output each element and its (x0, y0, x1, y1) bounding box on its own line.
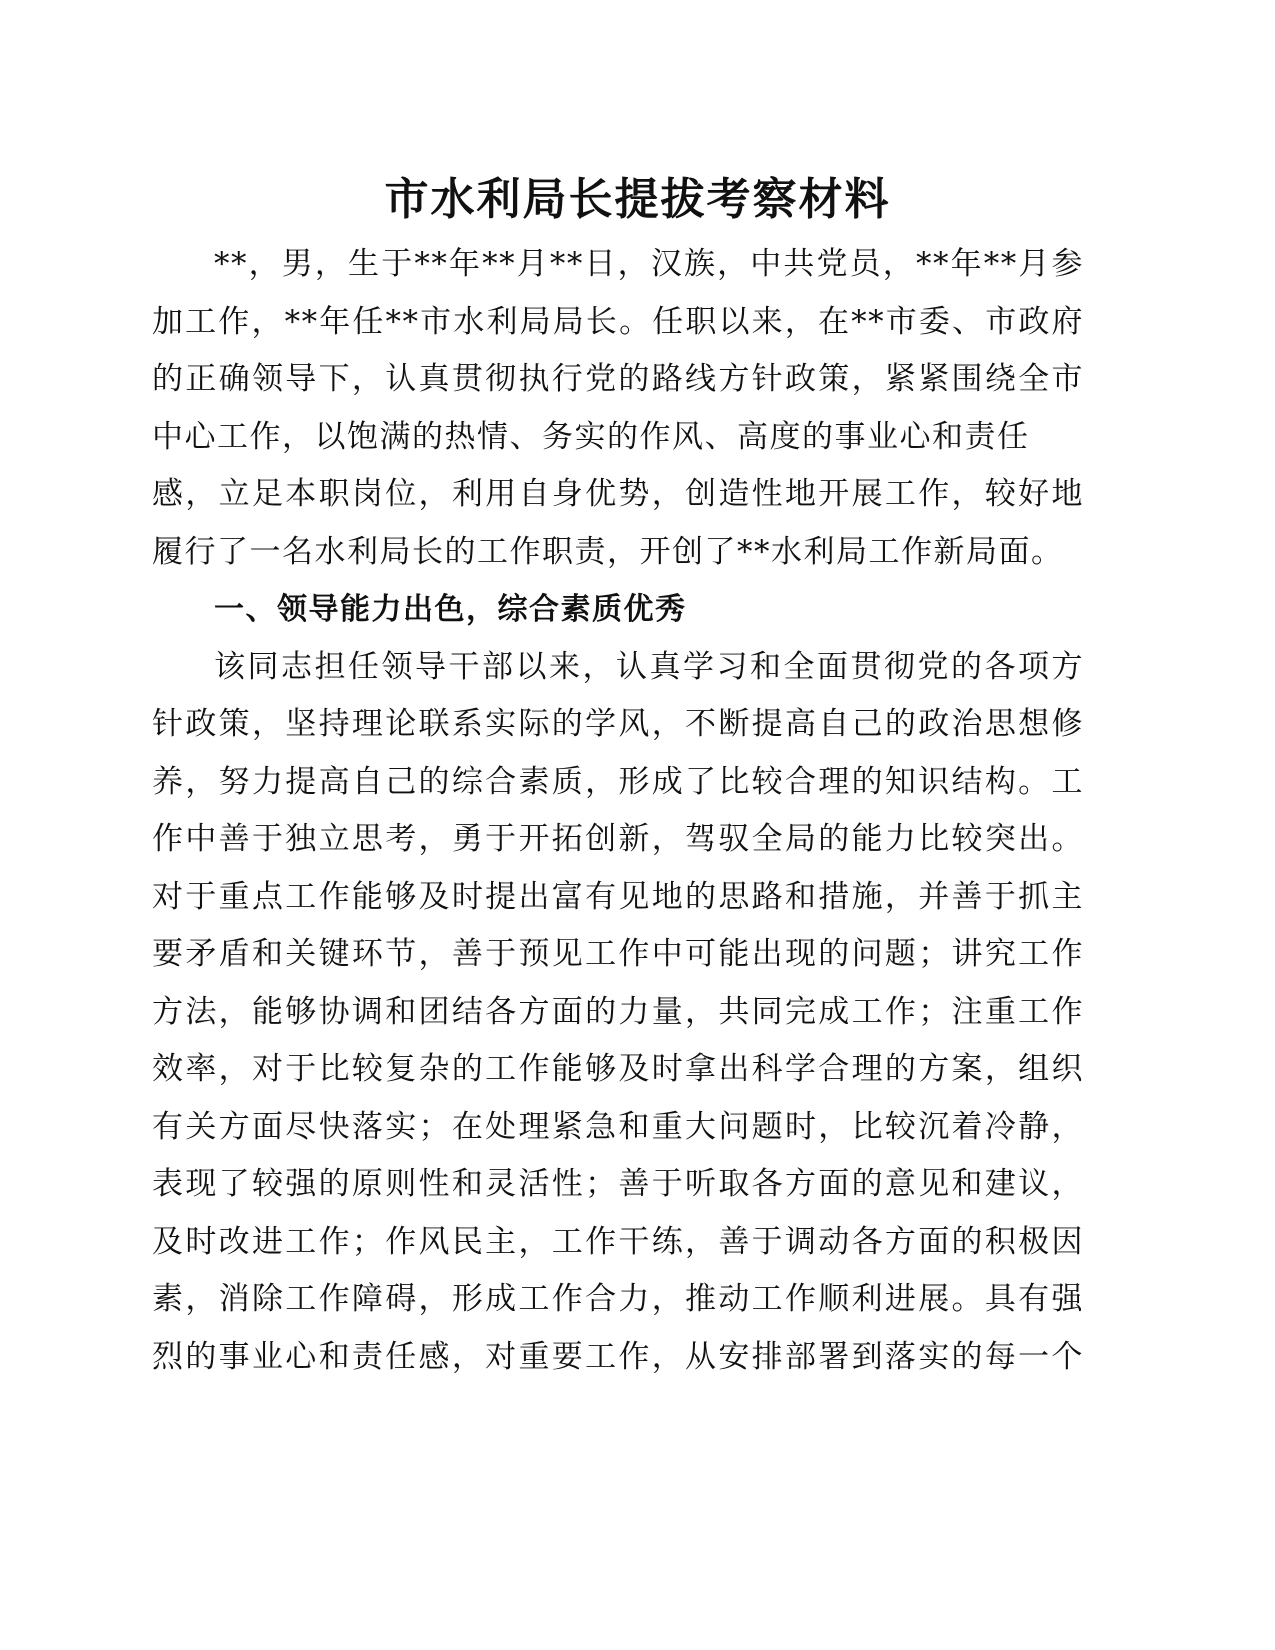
paragraph-line: 有关方面尽快落实；在处理紧急和重大问题时，比较沉着冷静， (152, 1108, 1084, 1145)
document-body (152, 236, 1084, 1386)
paragraph-line: 感，立足本职岗位，利用自身优势，创造性地开展工作，较好地 (152, 476, 1084, 512)
paragraph-line: 的正确领导下，认真贯彻执行党的路线方针政策，紧紧围绕全市 (152, 361, 1084, 397)
intro-paragraph (152, 236, 1084, 581)
paragraph-line: 方法，能够协调和团结各方面的力量，共同完成工作；注重工作 (152, 993, 1084, 1030)
paragraph-line: 养，努力提高自己的综合素质，形成了比较合理的知识结构。工 (152, 763, 1084, 800)
paragraph-line: 表现了较强的原则性和灵活性；善于听取各方面的意见和建议， (152, 1166, 1084, 1202)
paragraph-line: 效率，对于比较复杂的工作能够及时拿出科学合理的方案，组织 (152, 1051, 1084, 1087)
paragraph-line: 该同志担任领导干部以来，认真学习和全面贯彻党的各项方 (214, 648, 1084, 685)
paragraph-line: 对于重点工作能够及时提出富有见地的思路和措施，并善于抓主 (152, 878, 1084, 915)
document-title: 市水利局长提拔考察材料 (384, 174, 891, 225)
paragraph-line: 作中善于独立思考，勇于开拓创新，驾驭全局的能力比较突出。 (152, 821, 1084, 857)
paragraph-line: 素，消除工作障碍，形成工作合力，推动工作顺利进展。具有强 (152, 1281, 1084, 1317)
paragraph-line: 针政策，坚持理论联系实际的学风，不断提高自己的政治思想修 (152, 706, 1084, 742)
paragraph-line: 要矛盾和关键环节，善于预见工作中可能出现的问题；讲究工作 (152, 936, 1084, 972)
section1-paragraph (152, 639, 1084, 1387)
paragraph-line: 及时改进工作；作风民主，工作干练，善于调动各方面的积极因 (152, 1223, 1084, 1260)
paragraph-line: 加工作，**年任**市水利局局长。任职以来，在**市委、市政府 (152, 303, 1084, 340)
paragraph-line: 烈的事业心和责任感，对重要工作，从安排部署到落实的每一个 (152, 1338, 1084, 1375)
paragraph-line: 履行了一名水利局长的工作职责，开创了**水利局工作新局面。 (152, 533, 1064, 570)
paragraph-line: 中心工作，以饱满的热情、务实的作风、高度的事业心和责任 (152, 418, 1030, 455)
paragraph-line: **，男，生于**年**月**日，汉族，中共党员，**年**月参 (214, 246, 1084, 282)
section-heading: 一、领导能力出色，综合素质优秀 (214, 592, 687, 627)
